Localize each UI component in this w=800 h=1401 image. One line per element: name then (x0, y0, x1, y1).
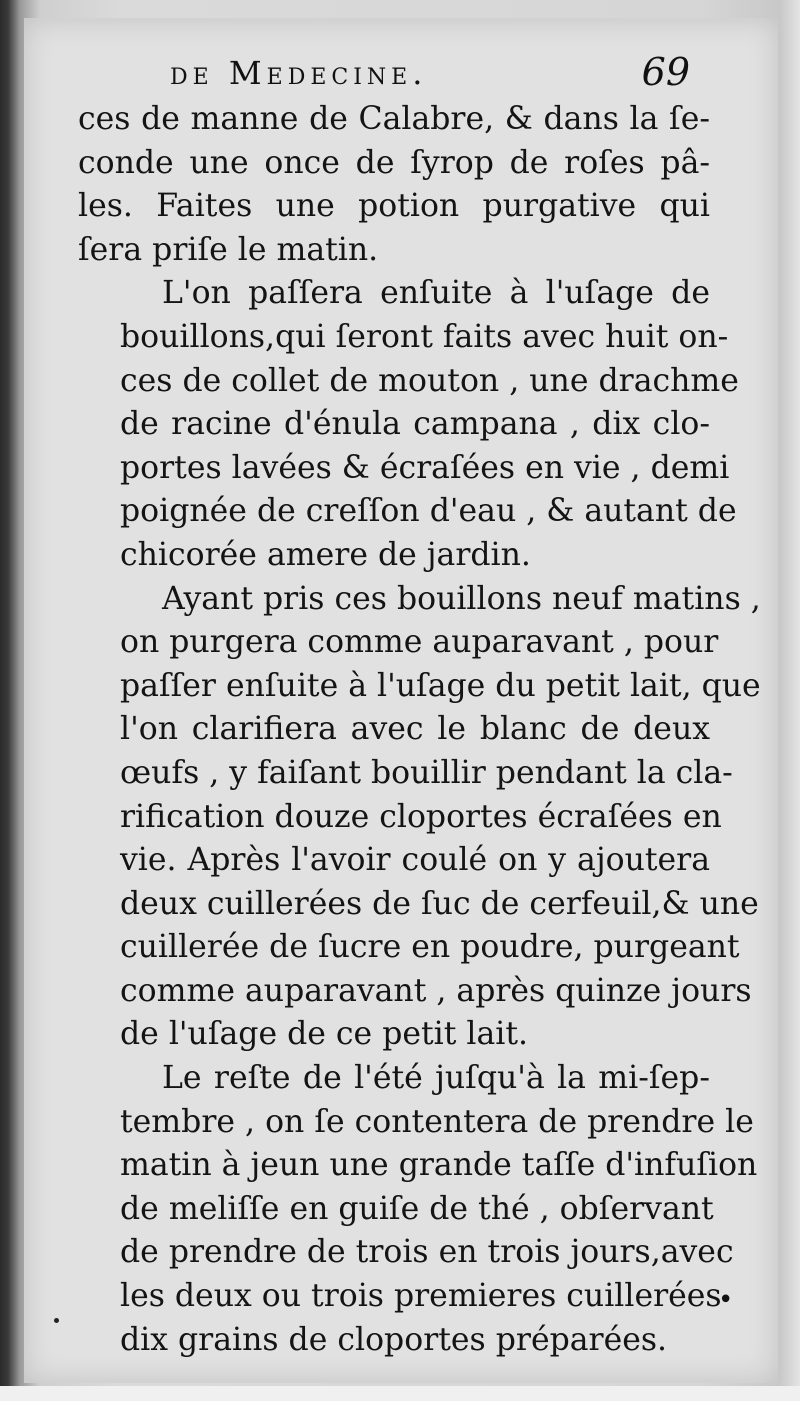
text-line: de racine d'énula campana , dix clo- (120, 406, 710, 443)
text-line: l'on clarifiera avec le blanc de deux (120, 711, 710, 748)
text-line: deux cuillerées de ſuc de cerfeuil,& une (120, 885, 759, 922)
paragraph-1 (78, 98, 710, 272)
text-line: L'on paſſera enſuite à l'uſage de (162, 275, 710, 312)
text-line: les. Faites une potion purgative qui (78, 188, 710, 225)
text-line: paſſer enſuite à l'uſage du petit lait, que (120, 667, 761, 704)
paragraph-3 (78, 578, 761, 1058)
page-bottom-edge (0, 1386, 800, 1401)
text-line: comme auparavant , après quinze jours (120, 972, 752, 1009)
running-head: de Medecine. (170, 54, 428, 92)
text-line: bouillons,qui ſeront faits avec huit on- (120, 318, 729, 355)
text-line: Le reſte de l'été juſqu'à la mi-ſep- (162, 1060, 710, 1097)
paragraph-4 (78, 1057, 758, 1362)
text-line: matin à jeun une grande taſſe d'infuſion (120, 1147, 758, 1184)
text-line: de meliſſe en guiſe de thé , obſervant (120, 1190, 714, 1227)
text-line: les deux ou trois premieres cuillerées (120, 1278, 722, 1315)
text-line: ces de manne de Calabre, & dans la ſe- (78, 101, 710, 137)
text-line: de prendre de trois en trois jours,avec (120, 1234, 734, 1271)
body-text (78, 98, 761, 1362)
text-line: ſera priſe le matin. (78, 231, 379, 268)
text-line: ces de collet de mouton , une drachme (120, 362, 739, 399)
text-line: portes lavées & écraſées en vie , demi (120, 449, 730, 486)
text-line: on purgera comme auparavant , pour (120, 624, 719, 661)
text-line: vie. Après l'avoir coulé on y ajoutera (120, 842, 710, 879)
text-line: tembre , on ſe contentera de prendre le (120, 1103, 754, 1140)
text-line: dix grains de cloportes préparées. (120, 1321, 668, 1358)
text-line: conde une once de ſyrop de roſes pâ- (78, 144, 710, 181)
text-line: Ayant pris ces bouillons neuf matins , (162, 580, 761, 617)
text-line: chicorée amere de jardin. (120, 536, 531, 573)
page-number: 69 (641, 50, 690, 94)
text-line: rification douze cloportes écraſées en (120, 798, 722, 835)
page-header (170, 50, 690, 100)
text-line: œufs , y faiſant bouillir pendant la cla- (120, 754, 733, 791)
text-line: de l'uſage de ce petit lait. (120, 1016, 529, 1053)
ink-mark: • (718, 1285, 734, 1315)
paragraph-2 (78, 272, 739, 577)
text-line: poignée de creſſon d'eau , & autant de (120, 493, 737, 530)
text-line: cuillerée de ſucre en poudre, purgeant (120, 929, 740, 966)
ink-dot (54, 1318, 59, 1323)
